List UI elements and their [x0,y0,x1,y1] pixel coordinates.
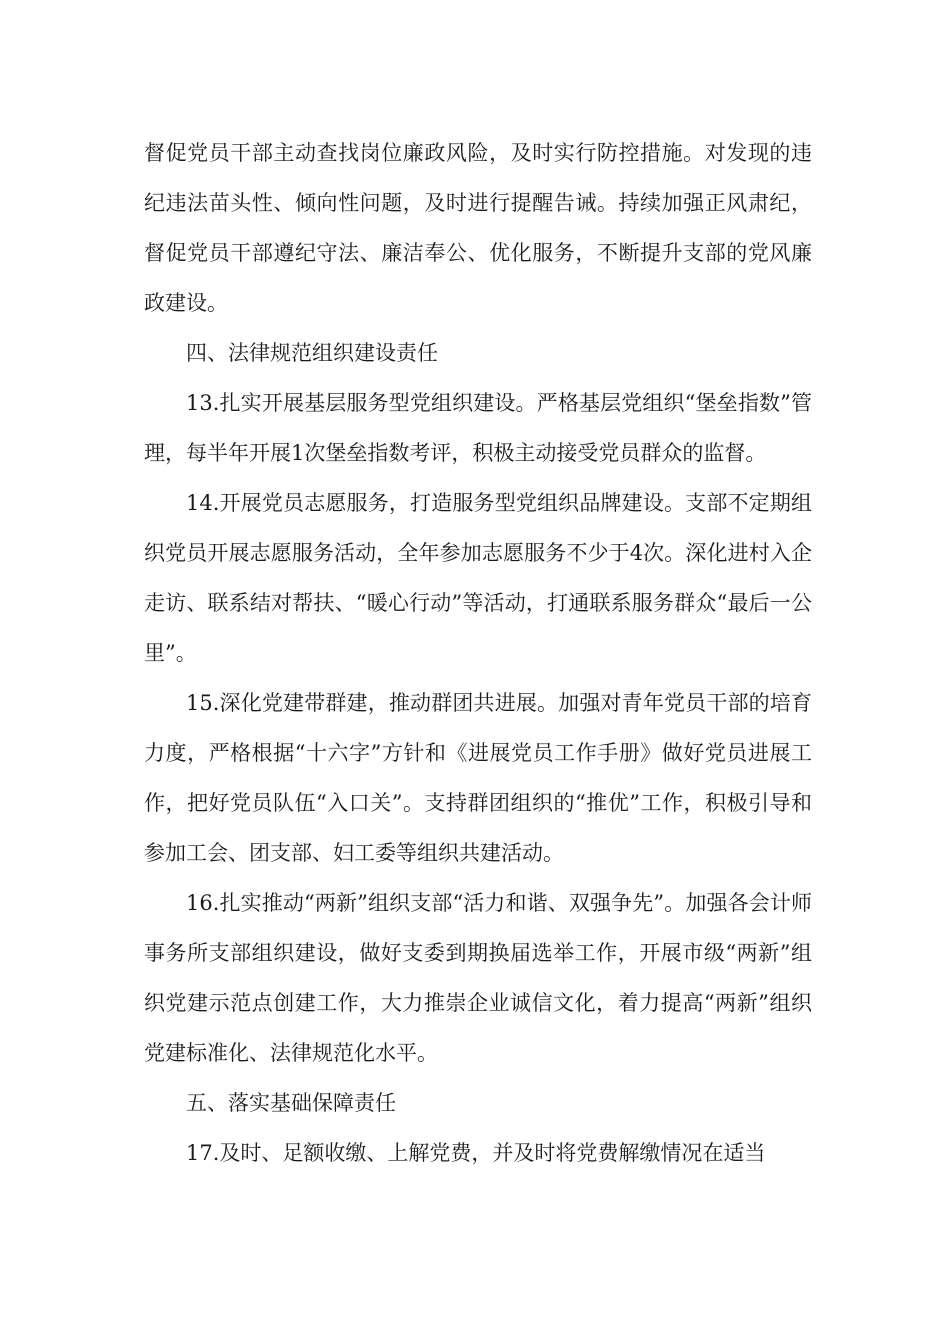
paragraph-item-15: 15.深化党建带群建，推动群团共进展。加强对青年党员干部的培育力度，严格根据“十六字”方针和《进展党员工作手册》做好党员进展工作，把好党员队伍“入口关”。支持群团组织的“推优”工作，积极引导和参加工会、团支部、妇工委等组织共建活动。 [144,691,812,865]
paragraph-item-14: 14.开展党员志愿服务，打造服务型党组织品牌建设。支部不定期组织党员开展志愿服务活动，全年参加志愿服务不少于4次。深化进村入企走访、联系结对帮扶、“暖心行动”等活动，打通联系服务群众“最后一公里”。 [144,491,812,665]
paragraph-item-17: 17.及时、足额收缴、上解党费，并及时将党费解缴情况在适当 [186,1141,766,1165]
paragraph-item-16: 16.扎实推动“两新”组织支部“活力和谐、双强争先”。加强各会计师事务所支部组织建设，做好支委到期换届选举工作，开展市级“两新”组织党建示范点创建工作，大力推崇企业诚信文化，着力提高“两新”组织党建标准化、法律规范化水平。 [144,891,812,1065]
section-heading-4: 四、法律规范组织建设责任 [186,341,438,365]
document-body [144,128,812,1178]
paragraph-item-13: 13.扎实开展基层服务型党组织建设。严格基层党组织“堡垒指数”管理，每半年开展1次堡垒指数考评，积极主动接受党员群众的监督。 [144,391,812,465]
paragraph-continuation: 督促党员干部主动查找岗位廉政风险，及时实行防控措施。对发现的违纪违法苗头性、倾向性问题，及时进行提醒告诫。持续加强正风肃纪，督促党员干部遵纪守法、廉洁奉公、优化服务，不断提升支部的党风廉政建设。 [144,141,812,315]
section-heading-5: 五、落实基础保障责任 [186,1091,396,1115]
